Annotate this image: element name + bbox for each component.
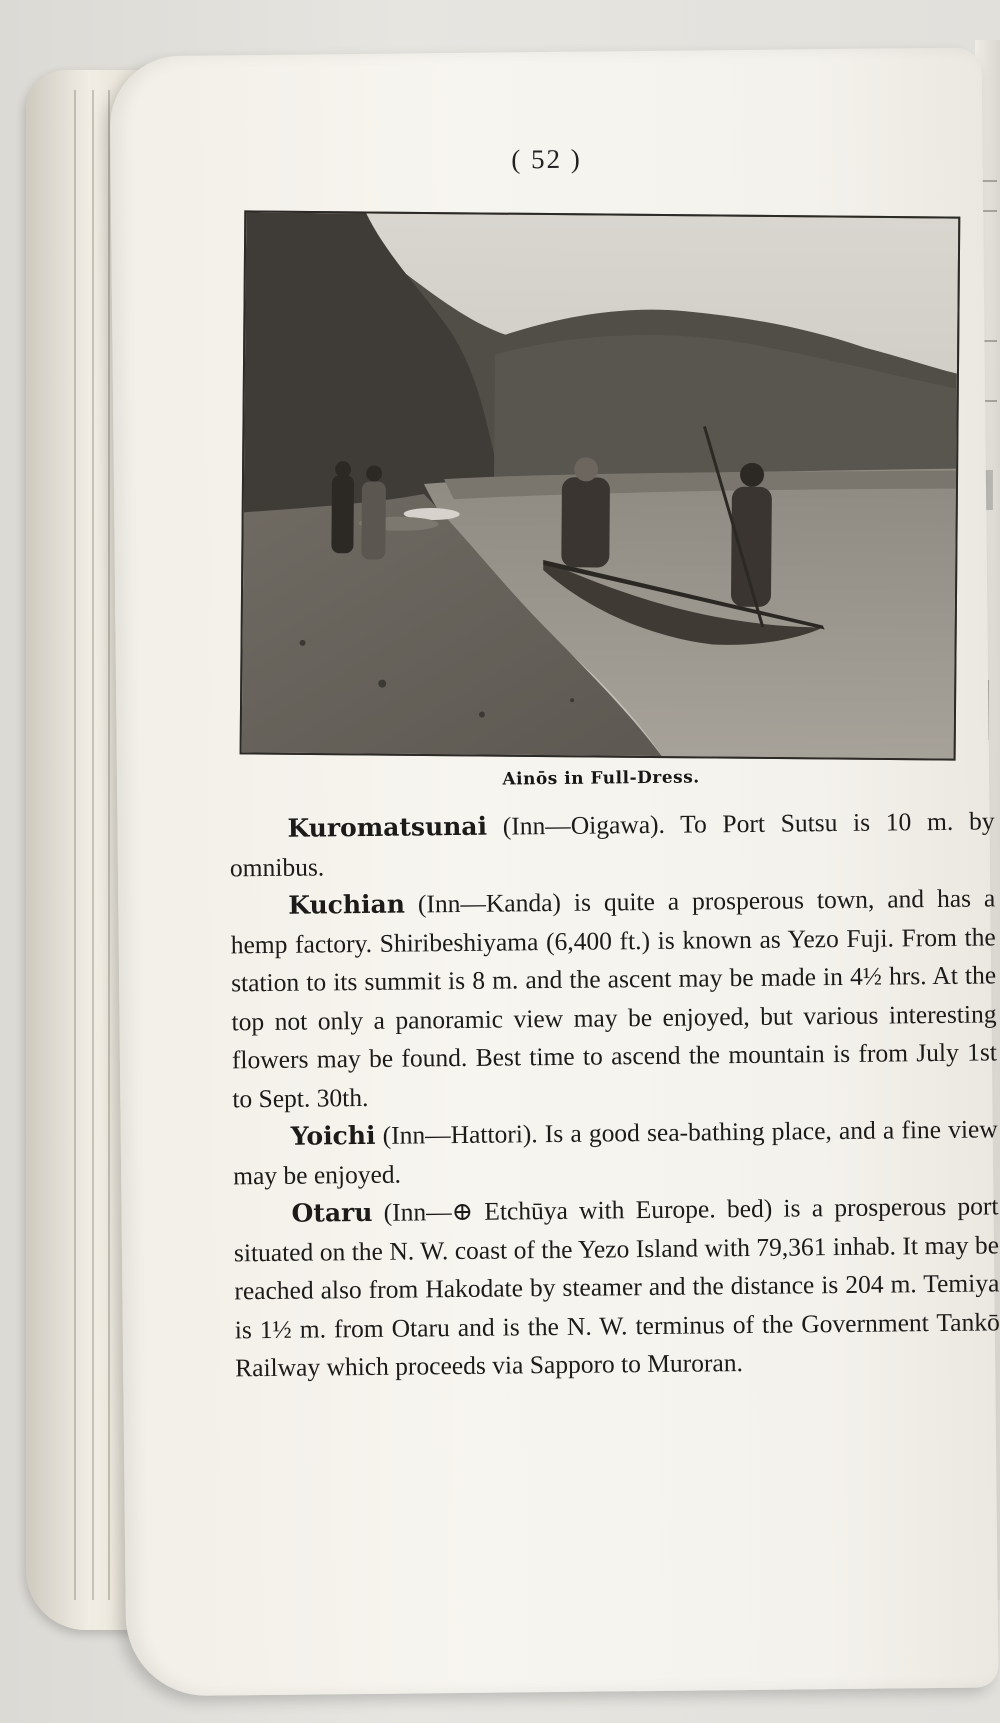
paragraph-text: (Inn—Oigawa). To Port Sutsu is 10 m. by omnibus. [229,806,995,882]
page-edge-line [108,90,110,1600]
page-edge-line [74,90,76,1600]
ainu-photograph [240,210,961,760]
page-number: ( 52 ) [511,143,582,175]
place-name: Kuromatsunai [287,811,488,843]
paragraph-otaru [233,1187,1000,1388]
paragraph-kuchian [230,879,997,1118]
paragraph-yoichi [233,1110,999,1195]
page-edge-line [92,90,94,1600]
place-name: Yoichi [290,1120,376,1151]
photo-image [242,212,959,758]
place-name: Otaru [291,1197,373,1228]
body-text [229,802,1000,1387]
paragraph-text: (Inn—⊕ Etchūya with Europe. bed) is a prosperous port situated on the N. W. coast of the Yezo Island with 79,361 inhab. It may be reached also from Hakodate by steamer and the distance is 204 m. Temiya is 1½ m. from Otaru and is the N. W. terminus of the Government Tankō Railway which proceeds via Sapporo to Muroran. [233,1191,1000,1383]
book-page [109,47,998,1696]
place-name: Kuchian [288,889,406,920]
paragraph-text: (Inn—Kanda) is quite a prosperous town, and has a hemp factory. Shiribeshiyama (6,400 ft.) is known as Yezo Fuji. From the station to its summit is 8 m. and the ascent may be made in 4½ hrs. At the top not only a panoramic view may be enjoyed, but various interesting flowers may be found. Best time to ascend the mountain is from July 1st to Sept. 30th. [230,883,998,1113]
paragraph-text: (Inn—Hattori). Is a good sea-bathing place, and a fine view may be enjoyed. [233,1114,998,1190]
paragraph-kuromatsunai [229,802,995,887]
photo-caption: Ainōs in Full-Dress. [502,767,700,790]
